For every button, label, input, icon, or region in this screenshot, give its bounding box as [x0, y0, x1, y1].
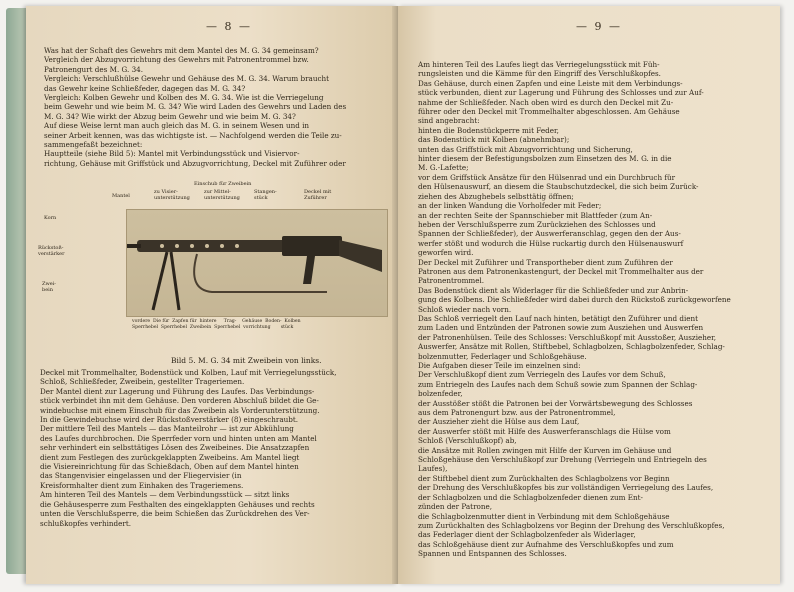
text-line: die Schlagbolzenmutter dient in Verbindung mit dem Schloßgehäuse: [418, 511, 670, 521]
text-line: seiner Arbeit kennen, was das wichtigste ist. — Nachfolgend werden die Teile zu-: [44, 130, 342, 140]
figure-caption: Bild 5. M. G. 34 mit Zweibein von links.: [171, 356, 322, 365]
text-line: stück verbunden, dient zur Lagerung und Führung des Schlosses und zur Auf-: [418, 88, 704, 98]
text-line: Die Aufgaben dieser Teile im einzelnen sind:: [418, 361, 581, 370]
text-line: Das Gehäuse, durch einen Zapfen und eine Leiste mit dem Verbindungs-: [418, 78, 683, 88]
text-line: Am hinteren Teil des Mantels — dem Verbindungsstück — sitzt links: [40, 490, 290, 500]
text-line: hinten die Bodenstückperre mit Feder,: [418, 125, 559, 135]
text-line: zum Laden und Entzünden der Patronen sowie zum Ausziehen und Auswerfen: [418, 323, 704, 333]
text-line: führer oder den Deckel mit Trommelhalter abgeschlossen. Am Gehäuse: [418, 107, 680, 117]
text-line: richtung, Gehäuse mit Griffstück und Abzugvorrichtung, Deckel mit Zuführer oder: [44, 158, 346, 168]
text-line: Auswerfer, Ansätze mit Rollen, Stiftbebel, Schlagbolzen, Schlagbolzenfeder, Schlag-: [418, 342, 725, 352]
text-line: das Stangenvisier eingelassen und der Fliegervisier (in: [40, 471, 242, 481]
open-book: [6, 2, 788, 590]
figure-label-stangen: Stangen- stück: [254, 189, 277, 201]
text-line: geworfen wird.: [418, 248, 474, 258]
text-line: den Hülsenauswurf, an diesem die Staubschutzdeckel, die sich beim Zurück-: [418, 182, 699, 192]
text-line: zünden der Patrone,: [418, 502, 493, 512]
text-line: gung des Kolbens. Die Schließfeder wird dabei durch den Rückstoß zurückgeworfene: [418, 295, 731, 305]
text-line: Spannen und Entspannen des Schlosses.: [418, 549, 567, 559]
text-line: vor dem Griffstück Ansätze für den Hülsenrad und ein Durchbruch für: [418, 172, 676, 182]
text-line: das Bodenstück mit Kolben (abnehmbar);: [418, 135, 570, 145]
text-line: das Gewehr keine Schließfeder, dagegen das M. G. 34?: [44, 83, 246, 93]
text-line: heben der Verschlußsperre zum Zurückziehen des Schlosses und: [418, 219, 656, 229]
figure-label-mantel: Mantel: [112, 193, 130, 199]
text-line: der Schlagbolzen und die Schlagbolzenfeder dienen zum Ent-: [418, 492, 643, 502]
text-line: der Auswerfer stößt mit Hilfe des Auswerferanschlags die Hülse vom: [418, 426, 671, 436]
text-line: nahme der Schließfeder. Nach oben wird es durch den Deckel mit Zu-: [418, 97, 674, 107]
text-line: zum Zurückhalten des Schlagbolzens vor Beginn der Drehung des Verschlußkopfes,: [418, 520, 725, 530]
text-line: Der Deckel mit Zuführer und Transportheber dient zum Zuführen der: [418, 257, 673, 267]
right-page-number: — 9 —: [576, 20, 622, 33]
text-line: M. G. 34? Wie wirkt der Abzug beim Gewehr und wie beim M. G. 34?: [44, 111, 296, 121]
text-line: an der rechten Seite der Spannschieber mit Blattfeder (zum An-: [418, 210, 653, 220]
text-line: Vergleich der Abzugvorrichtung des Gewehrs mit Patronentrommel bzw.: [44, 55, 309, 65]
text-line: die Ansätze mit Rollen zwingen mit Hilfe der Kurven im Gehäuse und: [418, 445, 672, 455]
text-line: hinter diesem der Befestigungsbolzen zum Einsetzen des M. G. in die: [418, 154, 672, 164]
text-line: der Drehung des Verschlußkopfes bis zur vollständigen Verriegelung des Laufes,: [418, 483, 714, 493]
text-line: ziehen des Abzughebels selbsttätig öffnen;: [418, 191, 574, 201]
text-line: zum Entriegeln des Laufes nach dem Schuß sowie zum Spannen der Schlag-: [418, 379, 698, 389]
figure-label-rueckstoss: Rückstoß- verstärker: [38, 245, 65, 257]
text-line: Was hat der Schaft des Gewehrs mit dem Mantel des M. G. 34 gemeinsam?: [44, 46, 319, 55]
text-line: Der Mantel dient zur Lagerung und Führung des Laufes. Das Verbindungs-: [40, 386, 315, 396]
text-line: rungsleisten und die Kämme für den Eingriff des Verschlußkopfes.: [418, 69, 661, 79]
figure-label-deckel: Deckel mit Zuführer: [304, 189, 332, 201]
text-line: werfer stößt und wodurch die Hülse ruckartig durch den Hülsenauswurf: [418, 238, 684, 248]
text-line: In die Gewindebuchse wird der Rückstoßverstärker (8) eingeschraubt.: [40, 415, 299, 425]
text-line: unten das Griffstück mit Abzugvorrichtung und Sicherung,: [418, 144, 633, 154]
text-line: unten die Verschlußsperre, die beim Schießen das Zurückdrehen des Ver-: [40, 509, 310, 519]
text-line: Schloßgehäuse den Verschlußkopf zur Drehung (Verriegeln und Entriegeln des: [418, 455, 707, 465]
mg34-photo: [126, 209, 388, 317]
text-line: dient zum Festlegen des zurückgeklappten Zweibeins. Am Mantel liegt: [40, 452, 300, 462]
right-page: [398, 6, 780, 584]
text-line: Das Schloß verriegelt den Lauf nach hinten, betätigt den Zuführer und dient: [418, 313, 699, 323]
left-bottom-text: [40, 368, 384, 528]
text-line: sammengefaßt bezeichnet:: [44, 140, 143, 150]
text-line: Patronentrommel.: [418, 276, 485, 286]
text-line: die Visiereinrichtung für das Schießdach, Oben auf dem Mantel hinten: [40, 462, 299, 472]
text-line: Patronengurt des M. G. 34.: [44, 64, 144, 74]
figure-mg34: [38, 181, 388, 336]
text-line: beim Gewehr und wie beim M. G. 34? Wie wird Laden des Gewehrs und Laden des: [44, 102, 347, 112]
text-line: Auf diese Weise lernt man auch gleich das M. G. in seinem Wesen und in: [44, 121, 310, 131]
text-line: sind angebracht:: [418, 116, 480, 126]
text-line: der Patronenhülsen. Teile des Schlosses: Verschlußkopf mit Ausstoßer, Auszieher,: [418, 332, 717, 342]
text-line: stück verbindet ihn mit dem Gehäuse. Den vorderen Abschluß bildet die Ge-: [40, 396, 319, 406]
text-line: aus dem Patronengurt bzw. aus der Patronentrommel,: [418, 408, 616, 418]
text-line: der Stiftbebel dient zum Zurückhalten des Schlagbolzens vor Beginn: [418, 473, 670, 483]
text-line: Kreisformhalter dient zum Einhaken des Trageriemens.: [40, 480, 244, 490]
text-line: Laufes),: [418, 464, 448, 474]
text-line: das Federlager dient der Schlagbolzenfeder als Widerlager,: [418, 530, 636, 540]
text-line: sehr verhindert ein selbsttätiges Lösen des Zweibeines. Die Ansatzzapfen: [40, 443, 310, 453]
text-line: windebuchse mit einem Einschub für das Zweibein als Vorderunterstützung.: [40, 405, 320, 415]
figure-label-einschub: Einschub für Zweibein: [194, 181, 252, 187]
text-line: Der Verschlußkopf dient zum Verriegeln des Laufes vor dem Schuß,: [418, 370, 666, 380]
text-line: der Auszieher zieht die Hülse aus dem Lauf,: [418, 417, 580, 427]
text-line: Schloß wieder nach vorn.: [418, 304, 512, 314]
right-text: [418, 60, 766, 559]
text-line: Spannen der Schließfeder), der Auswerferanschlag, gegen den der Aus-: [418, 229, 681, 239]
text-line: der Ausstößer stößt die Patronen bei der Vorwärtsbewegung des Schlosses: [418, 398, 693, 408]
text-line: bolzenfeder,: [418, 389, 463, 399]
figure-label-zweibein: Zwei- bein: [42, 281, 57, 293]
figure-label-visier: zu Visier- unterstützung: [154, 189, 190, 201]
mg34-illustration-icon: [127, 210, 387, 316]
text-line: Schloß, Schließfeder, Zweibein, gestellter Trageriemen.: [40, 377, 245, 387]
text-line: schlußkopfes verhindert.: [40, 518, 132, 528]
text-line: die Gehäusesperre zum Festhalten des eingeklappten Gehäuses und rechts: [40, 499, 315, 509]
left-top-text: [44, 46, 380, 168]
text-line: bolzenmutter, Federlager und Schloßgehäuse.: [418, 351, 587, 361]
figure-label-korn: Korn: [44, 215, 57, 221]
text-line: Vergleich: Kolben Gewehr und Kolben des M. G. 34. Wie ist die Verriegelung: [44, 93, 324, 103]
text-line: Das Bodenstück dient als Widerlager für die Schließfeder und zur Anbrin-: [418, 285, 689, 295]
text-line: an der linken Wandung die Vorholfeder mit Feder;: [418, 201, 602, 211]
figure-label-mittel: zur Mittel- unterstützung: [204, 189, 240, 201]
left-page-number: — 8 —: [206, 20, 252, 33]
text-line: Patronen aus dem Patronenkastengurt, der Deckel mit Trommelhalter aus der: [418, 266, 704, 276]
text-line: Deckel mit Trommelhalter, Bodenstück und Kolben, Lauf mit Verriegelungsstück,: [40, 368, 337, 377]
text-line: das Schloßgehäuse dient zur Aufnahme des Verschlußkopfes und zum: [418, 539, 674, 549]
figure-bottom-labels: vordere Die für Zapfen für hintere Trag- Gehäuse Boden- Kolben Sperrhebel Sperrhebel Zweibein Sperrhebel vorrichtung stück: [132, 319, 301, 330]
left-page: [26, 6, 398, 584]
text-line: des Laufes durchbrochen. Die Sperrfeder vorn und hinten unten am Mantel: [40, 433, 317, 443]
text-line: Hauptteile (siehe Bild 5): Mantel mit Verbindungsstück und Visiervor-: [44, 149, 300, 159]
text-line: Schloß (Verschlußkopf) ab,: [418, 436, 517, 446]
text-line: Der mittlere Teil des Mantels — das Manteilrohr — ist zur Abkühlung: [40, 424, 294, 434]
text-line: Vergleich: Verschlußhülse Gewehr und Gehäuse des M. G. 34. Warum braucht: [44, 74, 329, 84]
text-line: Am hinteren Teil des Laufes liegt das Verriegelungsstück mit Füh-: [418, 60, 660, 69]
text-line: M. G.-Lafette;: [418, 163, 469, 173]
